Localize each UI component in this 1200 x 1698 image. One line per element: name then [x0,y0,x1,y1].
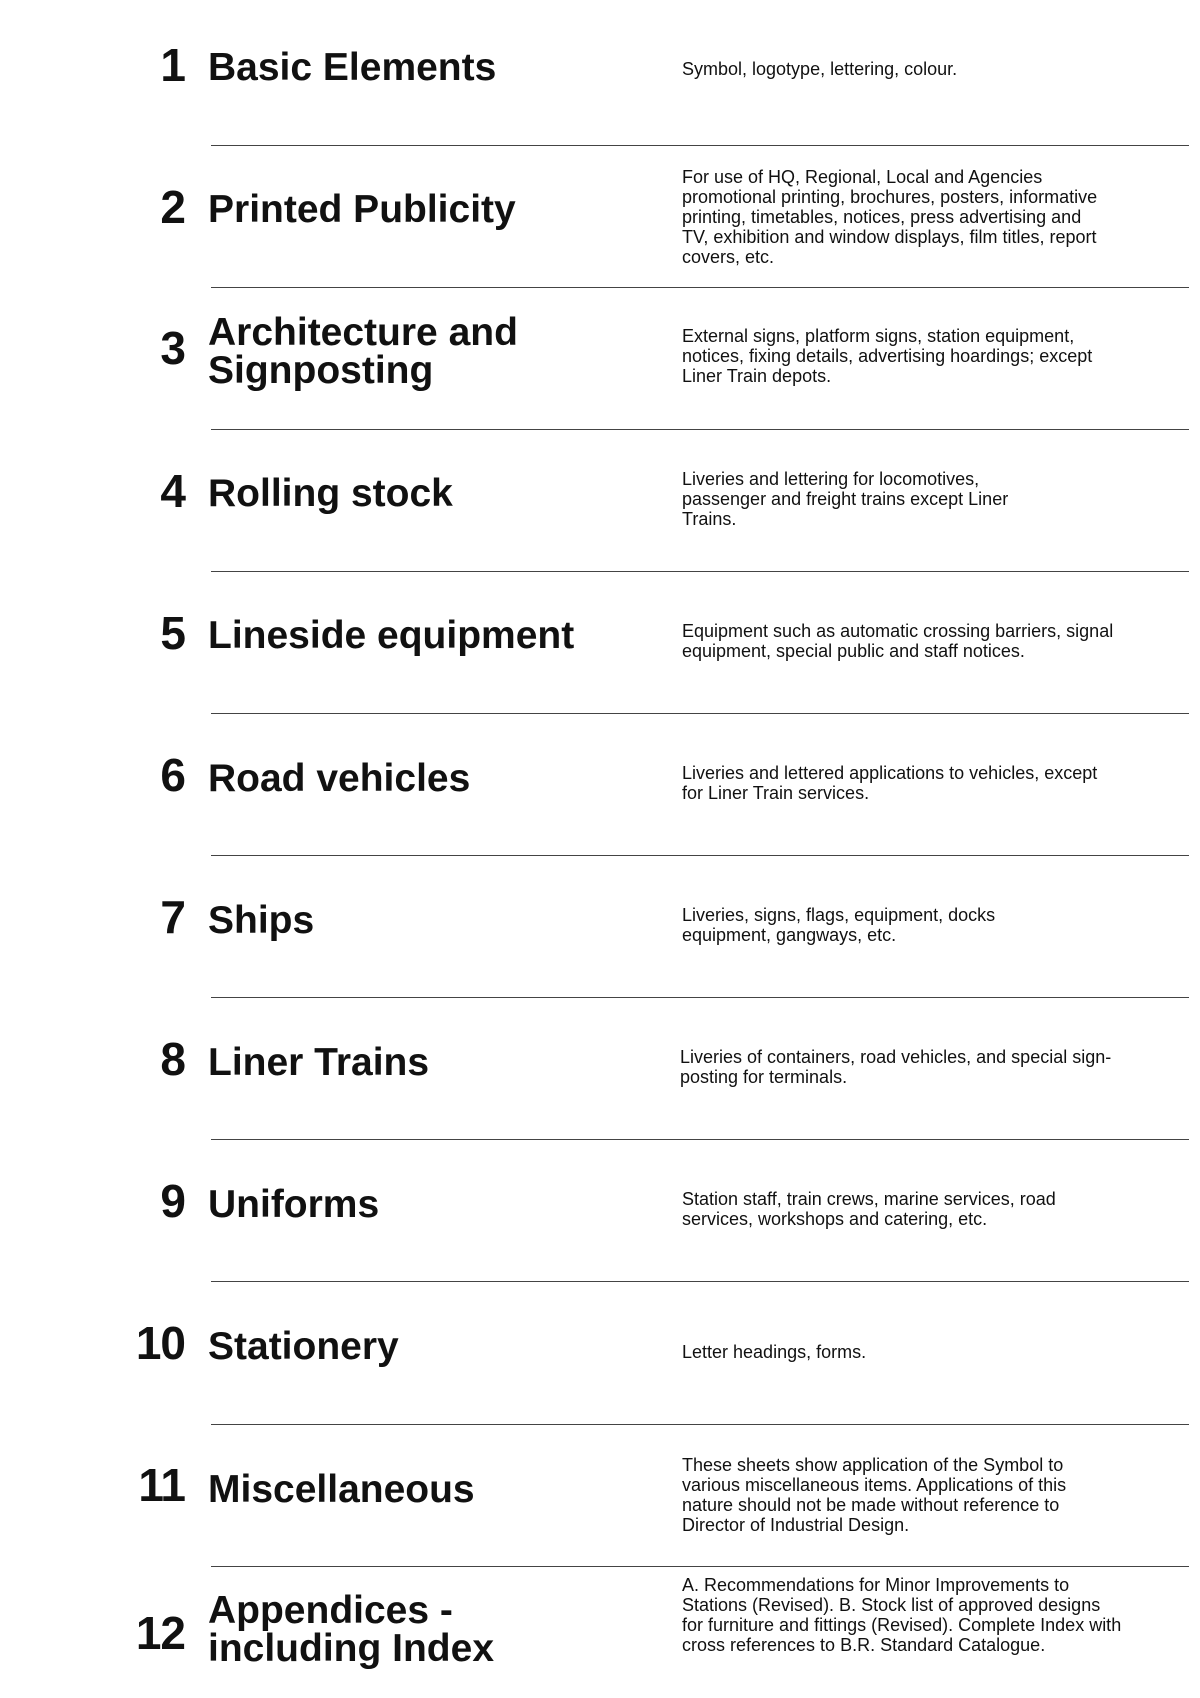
section-number: 4 [160,465,185,517]
section-title: Printed Publicity [208,188,516,231]
section-description: Letter headings, forms. [682,1342,867,1362]
section-title: Stationery [208,1325,399,1368]
section-number: 9 [160,1175,185,1227]
section-number: 10 [135,1317,185,1369]
section-number: 6 [160,749,185,801]
section-number: 1 [160,39,185,91]
divider [211,997,1189,998]
section-description: Liveries, signs, flags, equipment, docks equipment, gangways, etc. [682,905,996,945]
section-title: Lineside equipment [208,614,575,657]
section-number: 7 [160,891,185,943]
section-description: External signs, platform signs, station equipment, notices, fixing details, advertising hoardings; except Liner Train depots. [682,326,1093,386]
section-title: Rolling stock [208,472,453,515]
section-number: 8 [160,1033,185,1085]
section-title: Appendices - including Index [208,1589,495,1670]
divider [211,855,1189,856]
divider [211,287,1189,288]
section-description: Station staff, train crews, marine services, road services, workshops and catering, etc. [682,1189,1056,1229]
section-description: Equipment such as automatic crossing barriers, signal equipment, special public and staff notices. [682,621,1114,661]
section-title: Architecture and Signposting [208,311,518,392]
section-number: 3 [160,322,185,374]
section-title: Road vehicles [208,757,471,800]
section-number: 2 [160,181,185,233]
section-description: Liveries and lettered applications to vehicles, except for Liner Train services. [682,763,1098,803]
section-title: Ships [208,899,315,942]
divider [211,429,1189,430]
section-number: 11 [138,1459,185,1511]
section-number: 12 [135,1607,185,1659]
section-number: 5 [160,607,185,659]
section-description: Liveries and lettering for locomotives, passenger and freight trains except Liner Trains. [682,469,1009,529]
section-description: A. Recommendations for Minor Improvements to Stations (Revised). B. Stock list of approved designs for furniture and fittings (Revised). Complete Index with cross references to B.R. Standard Catalogue. [682,1575,1122,1655]
section-description: Liveries of containers, road vehicles, and special sign-posting for terminals. [680,1047,1112,1087]
divider [211,1139,1189,1140]
section-description: For use of HQ, Regional, Local and Agencies promotional printing, brochures, posters, informative printing, timetables, notices, press advertising and TV, exhibition and window displays, film titles, report covers, etc. [682,167,1098,267]
divider [211,145,1189,146]
section-description: These sheets show application of the Symbol to various miscellaneous items. Applications of this nature should not be made without reference to Director of Industrial Design. [682,1455,1067,1535]
section-title: Liner Trains [208,1041,430,1084]
divider [211,713,1189,714]
section-description: Symbol, logotype, lettering, colour. [682,59,958,79]
divider [211,1281,1189,1282]
divider [211,1424,1189,1425]
divider [211,571,1189,572]
section-title: Uniforms [208,1183,380,1226]
section-title: Basic Elements [208,46,497,89]
section-title: Miscellaneous [208,1468,475,1511]
divider [211,1566,1189,1567]
